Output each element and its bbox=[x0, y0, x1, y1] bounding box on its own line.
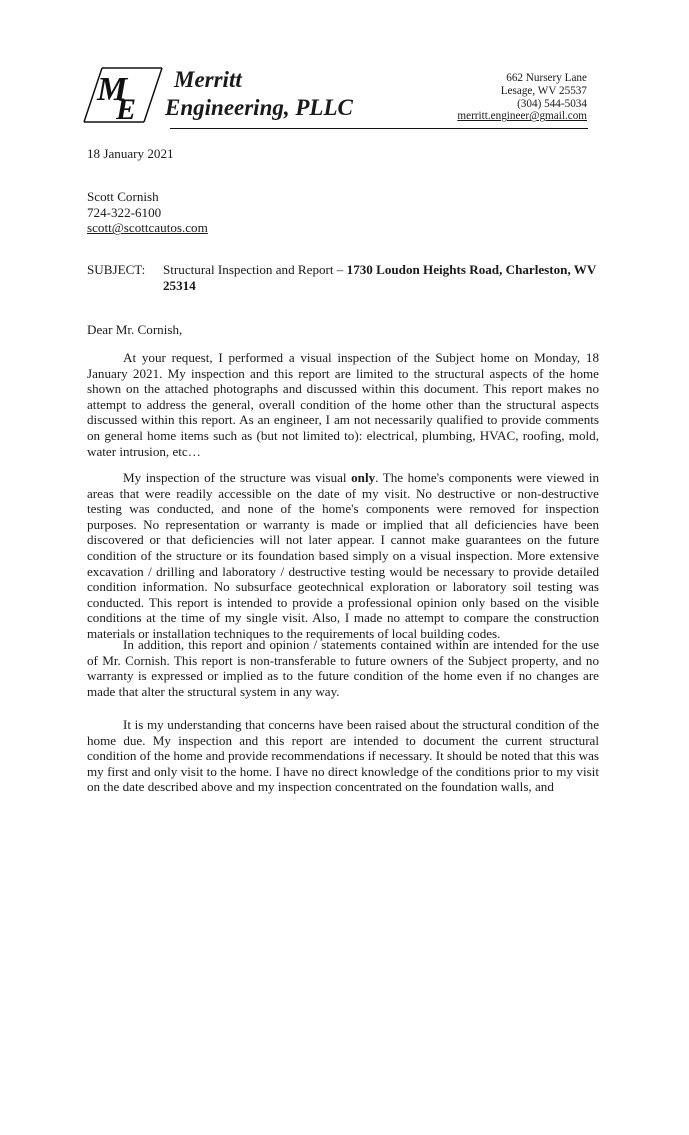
greeting: Dear Mr. Cornish, bbox=[87, 322, 183, 337]
subject-text bbox=[163, 262, 603, 293]
company-name-line1: Merritt bbox=[174, 67, 242, 92]
company-logo bbox=[82, 66, 164, 124]
paragraph-1: At your request, I performed a visual inspection of the Subject home on Monday, 18 January 2021. My inspection and this report are limited to the structural aspects of the home shown on the attached photographs and discussed within this document. This report makes no attempt to address the general, overall condition of the home other than the structural aspects discussed within this report. As an engineer, I am not necessarily qualified to provide comments on general home items such as (but not limited to): electrical, plumbing, HVAC, roofing, mold, water intrusion, etc… bbox=[87, 350, 599, 459]
letter-date: 18 January 2021 bbox=[87, 146, 174, 161]
letterhead-divider bbox=[170, 128, 588, 129]
paragraph-2-end: . The home's components were viewed in areas that were readily accessible on the date of my visit. No destructive or non-destructive testing was conducted, and none of the home's components were removed for inspection purposes. No representation or warranty is made or implied that all deficiencies have been discovered or that deficiencies will not later appear. I cannot make guarantees on the future condition of the structure or its foundation based simply on a visual inspection. More extensive excavation / drilling and laboratory / destructive testing would be necessary to provide detailed condition information. No subsurface geotechnical exploration or laboratory soil testing was conducted. This report is intended to provide a professional opinion only based on the visible conditions at the time of my single visit. Also, I made no attempt to compare the construction materials or installation techniques to the requirements of local building codes. bbox=[87, 470, 600, 641]
company-contact bbox=[457, 72, 587, 123]
company-email[interactable]: merritt.engineer@gmail.com bbox=[457, 110, 587, 123]
paragraph-2 bbox=[87, 470, 599, 642]
subject-address: 1730 Loudon Heights Road, Charleston, WV 25314 bbox=[163, 262, 597, 293]
paragraph-2-start: My inspection of the structure was visual bbox=[123, 470, 352, 485]
company-phone: (304) 544-5034 bbox=[517, 97, 587, 110]
paragraph-4: It is my understanding that concerns have been raised about the structural condition of the home due. My inspection and this report are intended to document the current structural condition of the home and provide recommendations if necessary. It should be noted that this was my first and only visit to the home. I have no direct knowledge of the conditions prior to my visit on the date described above and my inspection concentrated on the foundation walls, and bbox=[87, 717, 599, 795]
subject-label: SUBJECT: bbox=[87, 262, 146, 277]
svg-text:M: M bbox=[97, 71, 128, 108]
svg-text:E: E bbox=[116, 93, 137, 124]
recipient-block bbox=[87, 189, 597, 236]
paragraph-3: In addition, this report and opinion / statements contained within are intended for the use of Mr. Cornish. This report is non-transferable to future owners of the Subject property, and no warranty is expressed or implied as to the future condition of the home even if no changes are made that alter the structural system in any way. bbox=[87, 637, 599, 699]
subject-prefix: Structural Inspection and Report – bbox=[163, 262, 347, 277]
company-name bbox=[165, 66, 353, 122]
address-line1: 662 Nursery Lane bbox=[506, 72, 587, 84]
recipient-name: Scott Cornish bbox=[87, 189, 159, 204]
paragraph-2-emphasis: only bbox=[351, 470, 376, 485]
recipient-email[interactable]: scott@scottcautos.com bbox=[87, 220, 208, 236]
address-line2: Lesage, WV 25537 bbox=[500, 84, 587, 97]
recipient-phone: 724-322-6100 bbox=[87, 204, 162, 220]
company-name-line2: Engineering, PLLC bbox=[165, 95, 353, 120]
